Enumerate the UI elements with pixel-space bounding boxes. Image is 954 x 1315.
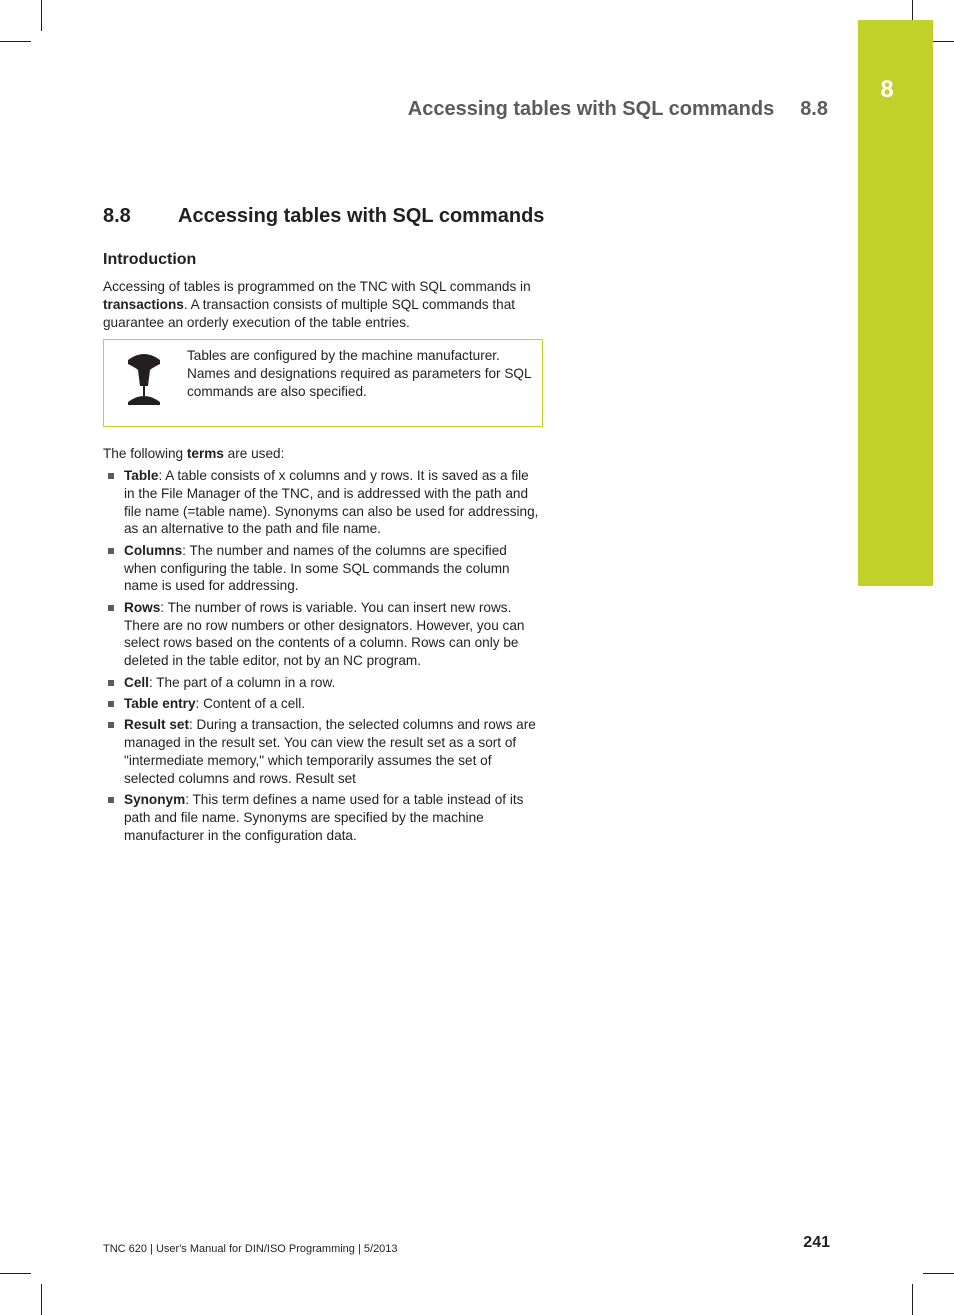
crop-mark xyxy=(923,1273,954,1274)
term-description: : The number of rows is variable. You can insert new rows. There are no row numbers or other designators. However, you can select rows based on the contents of a column. Rows can only be deleted in the table editor, not by an NC program. xyxy=(124,599,525,669)
terms-intro-text: The following xyxy=(103,446,187,461)
subsection-heading: Introduction xyxy=(103,251,197,268)
intro-paragraph xyxy=(103,278,543,331)
term-description: : This term defines a name used for a table instead of its path and file name. Synonyms are specified by the machine manufacturer in the configuration data. xyxy=(124,792,524,843)
note-box xyxy=(103,339,543,427)
term-name: Rows xyxy=(124,599,161,615)
bullet-icon xyxy=(108,680,114,686)
term-name: Result set xyxy=(124,717,189,733)
section-heading xyxy=(103,205,544,228)
running-head xyxy=(408,98,828,121)
crop-mark xyxy=(0,41,31,42)
intro-bold-term: transactions xyxy=(103,296,184,312)
machine-manufacturer-icon xyxy=(124,350,164,406)
term-description: : During a transaction, the selected columns and rows are managed in the result set. You can view the result set as a sort of "intermediate memory," which temporarily assumes the set of selected columns and rows. Result set xyxy=(124,717,536,786)
term-name: Table xyxy=(124,468,159,483)
term-name: Table entry xyxy=(124,695,196,711)
intro-text: Accessing of tables is programmed on the TNC with SQL commands in xyxy=(103,279,531,294)
terms-list xyxy=(103,467,543,848)
list-item xyxy=(103,542,543,595)
terms-intro-bold: terms xyxy=(186,446,224,461)
list-item xyxy=(103,791,543,844)
term-description: : The part of a column in a row. xyxy=(148,674,336,690)
page-number: 241 xyxy=(803,1234,830,1251)
running-head-title: Accessing tables with SQL commands xyxy=(407,98,775,120)
term-name: Cell xyxy=(124,674,149,690)
list-item xyxy=(103,695,543,713)
list-item xyxy=(103,467,543,538)
bullet-icon xyxy=(108,797,114,803)
crop-mark xyxy=(41,1284,42,1315)
crop-mark xyxy=(912,1284,913,1315)
chapter-tab-number: 8 xyxy=(880,76,894,103)
bullet-icon xyxy=(108,722,114,728)
crop-mark xyxy=(41,0,42,31)
term-name: Synonym xyxy=(124,792,186,808)
section-number: 8.8 xyxy=(103,205,131,227)
running-head-number: 8.8 xyxy=(800,98,828,120)
terms-intro xyxy=(103,445,543,463)
chapter-tab xyxy=(858,20,933,586)
list-item xyxy=(103,599,543,670)
section-title: Accessing tables with SQL commands xyxy=(178,205,545,227)
intro-text-cont: . A transaction consists of multiple SQL commands that guarantee an orderly execution of the table entries. xyxy=(103,296,516,330)
bullet-icon xyxy=(108,473,114,479)
bullet-icon xyxy=(108,701,114,707)
crop-mark xyxy=(0,1273,31,1274)
note-text: Tables are configured by the machine manufacturer. Names and designations required as parameters for SQL commands are also specified. xyxy=(187,348,532,399)
term-description: : A table consists of x columns and y rows. It is saved as a file in the File Manager of the TNC, and is addressed with the path and file name (=table name). Synonyms can also be used for addressing, as an alternative to the path and file name. xyxy=(124,468,539,537)
terms-intro-text-end: are used: xyxy=(223,446,285,461)
bullet-icon xyxy=(108,605,114,611)
term-description: : The number and names of the columns are specified when configuring the table. In some SQL commands the column name is used for addressing. xyxy=(124,542,510,594)
list-item xyxy=(103,674,543,692)
term-description: : Content of a cell. xyxy=(195,695,306,711)
list-item xyxy=(103,716,543,787)
bullet-icon xyxy=(108,548,114,554)
footer-text: TNC 620 | User's Manual for DIN/ISO Programming | 5/2013 xyxy=(103,1243,398,1255)
term-name: Columns xyxy=(124,542,183,558)
